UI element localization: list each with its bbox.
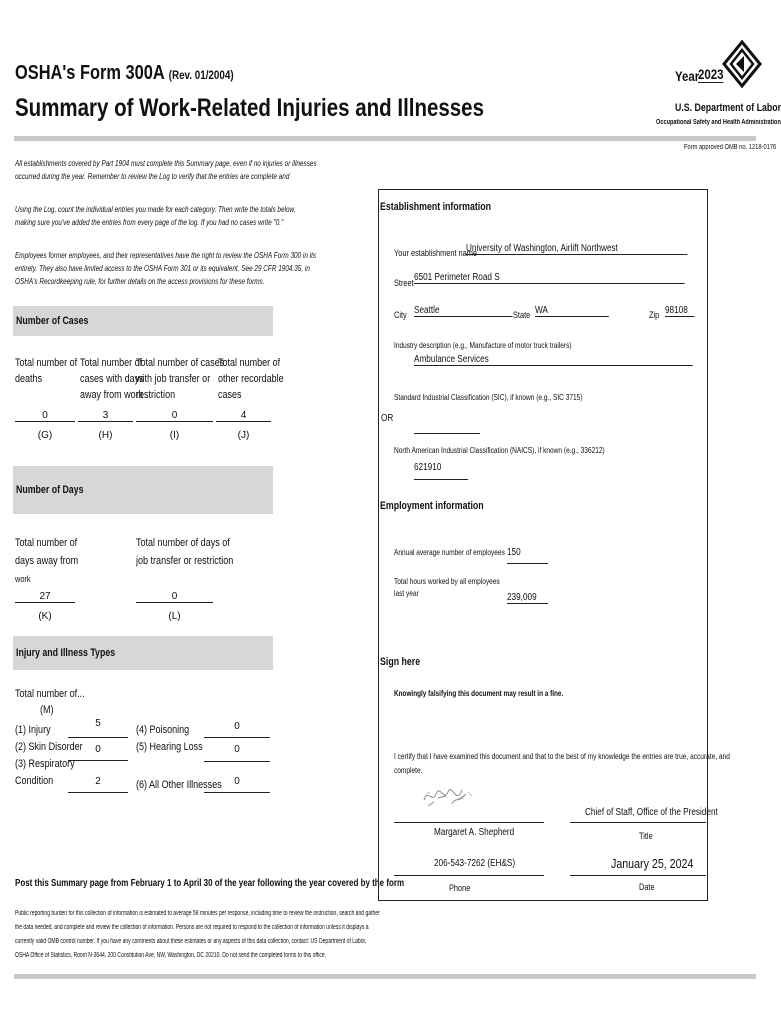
city-label: City bbox=[394, 310, 407, 320]
city-field[interactable]: Seattle bbox=[414, 305, 512, 317]
form-revision: (Rev. 01/2004) bbox=[168, 68, 234, 82]
title-label: Title bbox=[639, 831, 653, 841]
label-line: Total number of bbox=[80, 357, 143, 369]
label-line: Total number of bbox=[15, 537, 78, 549]
burden-line: currently valid OMB control number. If you have any comments about these estimates or any aspects of this data collection, contact: US Department of Labor, bbox=[15, 938, 367, 945]
department-name: U.S. Department of Labor bbox=[675, 102, 781, 114]
underline bbox=[204, 792, 270, 793]
street-label: Street bbox=[394, 278, 414, 288]
burden-line: Public reporting burden for this collection of information is estimated to average 58 minutes per response, including time to review the instruction, search and gather bbox=[15, 910, 380, 917]
deaths-value[interactable]: 0 bbox=[15, 410, 75, 422]
post-notice: Post this Summary page from February 1 to April 30 of the year following the year covered by the form bbox=[15, 878, 405, 889]
cases-heading: Number of Cases bbox=[16, 315, 89, 327]
summary-title: Summary of Work-Related Injuries and Illnesses bbox=[15, 94, 484, 122]
date-field[interactable]: January 25, 2024 bbox=[611, 856, 694, 871]
other-illnesses-value[interactable]: 0 bbox=[234, 776, 240, 787]
underline bbox=[68, 737, 128, 738]
hours-worked-field[interactable]: 239,009 bbox=[507, 592, 548, 604]
types-heading: Injury and Illness Types bbox=[16, 647, 116, 659]
agency-name: Occupational Safety and Health Administration bbox=[656, 119, 781, 126]
sic-field[interactable] bbox=[414, 433, 480, 434]
avg-employees-field[interactable]: 150 bbox=[507, 547, 548, 564]
naics-field[interactable]: 621910 bbox=[414, 462, 468, 480]
injury-label: (1) Injury bbox=[15, 724, 51, 736]
instruction-line: occurred during the year. Remember to review the Log to verify that the entries are complete and bbox=[15, 172, 290, 181]
code-j: (J) bbox=[237, 430, 250, 441]
sign-heading: Sign here bbox=[380, 656, 421, 668]
industry-field[interactable]: Ambulance Services bbox=[414, 354, 693, 366]
code-l: (L) bbox=[168, 611, 181, 622]
label-line: last year bbox=[394, 589, 419, 598]
hearing-loss-label: (5) Hearing Loss bbox=[136, 741, 203, 753]
phone-label: Phone bbox=[449, 883, 471, 893]
zip-label: Zip bbox=[649, 310, 660, 320]
days-heading-band bbox=[13, 466, 273, 514]
label-line: deaths bbox=[15, 373, 43, 385]
days-away-cases-label bbox=[80, 355, 144, 403]
days-transfer-value[interactable]: 0 bbox=[136, 591, 213, 603]
title-line bbox=[570, 822, 706, 823]
days-away-value[interactable]: 27 bbox=[15, 591, 75, 603]
underline bbox=[68, 760, 128, 761]
form-title-text: OSHA's Form 300A bbox=[15, 62, 165, 84]
footer-divider bbox=[14, 974, 756, 979]
label-line: with job transfer or bbox=[136, 373, 211, 385]
instruction-line: Employees former employees, and their representatives have the right to review the OSHA Form 300 in its bbox=[15, 251, 317, 260]
burden-line: the data needed, and complete and review the collection of information. Persons are not required to respond to the collection of information unless it displays a bbox=[15, 924, 369, 931]
cases-heading-band bbox=[13, 306, 273, 336]
certify-text: complete. bbox=[394, 766, 423, 775]
underline bbox=[204, 761, 270, 762]
title-field[interactable]: Chief of Staff, Office of the President bbox=[585, 807, 718, 818]
naics-label: North American Industrial Classification (NAICS), if known (e.g., 336212) bbox=[394, 446, 605, 455]
code-k: (K) bbox=[38, 611, 52, 622]
certify-text: I certify that I have examined this document and that to the best of my knowledge the entries are true, accurate, and bbox=[394, 752, 730, 761]
underline bbox=[204, 737, 270, 738]
dol-logo-icon bbox=[722, 40, 762, 88]
street-field[interactable]: 6501 Perimeter Road S bbox=[414, 272, 685, 284]
falsify-warning: Knowingly falsifying this document may result in a fine. bbox=[394, 689, 564, 698]
phone-line bbox=[394, 875, 544, 876]
hours-worked-label bbox=[394, 576, 500, 600]
form-title bbox=[15, 62, 234, 85]
label-line: Total number of bbox=[218, 357, 281, 369]
poisoning-value[interactable]: 0 bbox=[234, 721, 240, 732]
signature-image bbox=[418, 782, 478, 810]
types-heading-band bbox=[13, 636, 273, 670]
state-label: State bbox=[513, 310, 531, 320]
omb-number: Form approved OMB no. 1218-0176 bbox=[684, 144, 777, 151]
transfer-cases-value[interactable]: 0 bbox=[136, 410, 213, 422]
burden-line: OSHA Office of Statistics, Room N-3644, 200 Constitution Ave, NW, Washington, DC 20210. Do not send the completed forms to this office. bbox=[15, 952, 327, 959]
days-away-label bbox=[15, 534, 78, 588]
phone-field[interactable]: 206-543-7262 (EH&S) bbox=[434, 858, 516, 869]
year-label: Year bbox=[675, 68, 700, 84]
signer-name: Margaret A. Shepherd bbox=[434, 827, 515, 838]
establishment-name-field[interactable]: University of Washington, Airlift Northwest bbox=[466, 243, 687, 255]
industry-label: Industry description (e.g., Manufacture of motor truck trailers) bbox=[394, 341, 572, 350]
year-value[interactable]: 2023 bbox=[698, 66, 724, 82]
days-away-cases-value[interactable]: 3 bbox=[78, 410, 133, 422]
zip-field[interactable]: 98108 bbox=[665, 305, 695, 317]
or-label: OR bbox=[381, 413, 394, 424]
instruction-line: Using the Log, count the individual entries you made for each category. Then write the totals below, bbox=[15, 205, 296, 214]
code-m: (M) bbox=[40, 704, 54, 716]
signature-line[interactable] bbox=[394, 822, 544, 823]
transfer-cases-label bbox=[136, 355, 224, 403]
date-line bbox=[570, 875, 706, 876]
label-line: Total hours worked by all employees bbox=[394, 577, 500, 586]
days-transfer-label bbox=[136, 534, 233, 570]
label-line: restriction bbox=[136, 389, 176, 401]
other-cases-label bbox=[218, 355, 284, 403]
poisoning-label: (4) Poisoning bbox=[136, 724, 190, 736]
code-h: (H) bbox=[98, 430, 113, 441]
deaths-label bbox=[15, 355, 77, 387]
other-illnesses-label: (6) All Other Illnesses bbox=[136, 779, 222, 791]
skin-disorder-label: (2) Skin Disorder bbox=[15, 741, 83, 753]
hearing-loss-value[interactable]: 0 bbox=[234, 744, 240, 755]
label-line: Total number of bbox=[15, 357, 78, 369]
underline bbox=[68, 792, 128, 793]
instruction-line: All establishments covered by Part 1904 must complete this Summary page, even if no injuries or illnesses bbox=[15, 159, 317, 168]
respiratory-label-cont: Condition bbox=[15, 775, 54, 787]
instruction-line: OSHA's Recordkeeping rule, for further details on the access provisions for these forms. bbox=[15, 277, 265, 286]
header-divider bbox=[14, 136, 756, 141]
label-line: Total number of days of bbox=[136, 537, 230, 549]
sic-label: Standard Industrial Classification (SIC), if known (e.g., SIC 3715) bbox=[394, 393, 583, 402]
avg-employees-label: Annual average number of employees bbox=[394, 548, 505, 557]
days-heading: Number of Days bbox=[16, 484, 84, 496]
total-number-of-label: Total number of... bbox=[15, 688, 85, 700]
label-line: cases bbox=[218, 389, 242, 401]
instruction-line: entirety. They also have limited access to the OSHA Form 301 or its equivalent. See 29 CFR 1904.35, in bbox=[15, 264, 310, 273]
employment-heading: Employment information bbox=[380, 500, 484, 512]
respiratory-label: (3) Respiratory bbox=[15, 758, 75, 770]
instruction-line: making sure you've added the entries from every page of the log. If you had no cases write "0." bbox=[15, 218, 284, 227]
skin-disorder-value[interactable]: 0 bbox=[95, 744, 101, 755]
date-label: Date bbox=[639, 882, 655, 892]
label-line: days away from bbox=[15, 555, 79, 567]
respiratory-value[interactable]: 2 bbox=[95, 776, 101, 787]
label-line: job transfer or restriction bbox=[136, 555, 234, 567]
injury-value[interactable]: 5 bbox=[95, 718, 101, 729]
establishment-name-label: Your establishment name bbox=[394, 248, 478, 258]
label-line: other recordable bbox=[218, 373, 284, 385]
other-cases-value[interactable]: 4 bbox=[216, 410, 271, 422]
label-line: away from work bbox=[80, 389, 144, 401]
establishment-heading: Establishment information bbox=[380, 201, 491, 213]
label-line: cases with days bbox=[80, 373, 144, 385]
label-line: work bbox=[15, 574, 31, 584]
code-i: (I) bbox=[169, 430, 180, 441]
state-field[interactable]: WA bbox=[535, 305, 609, 317]
label-line: Total number of cases bbox=[136, 357, 225, 369]
code-g: (G) bbox=[37, 430, 53, 441]
